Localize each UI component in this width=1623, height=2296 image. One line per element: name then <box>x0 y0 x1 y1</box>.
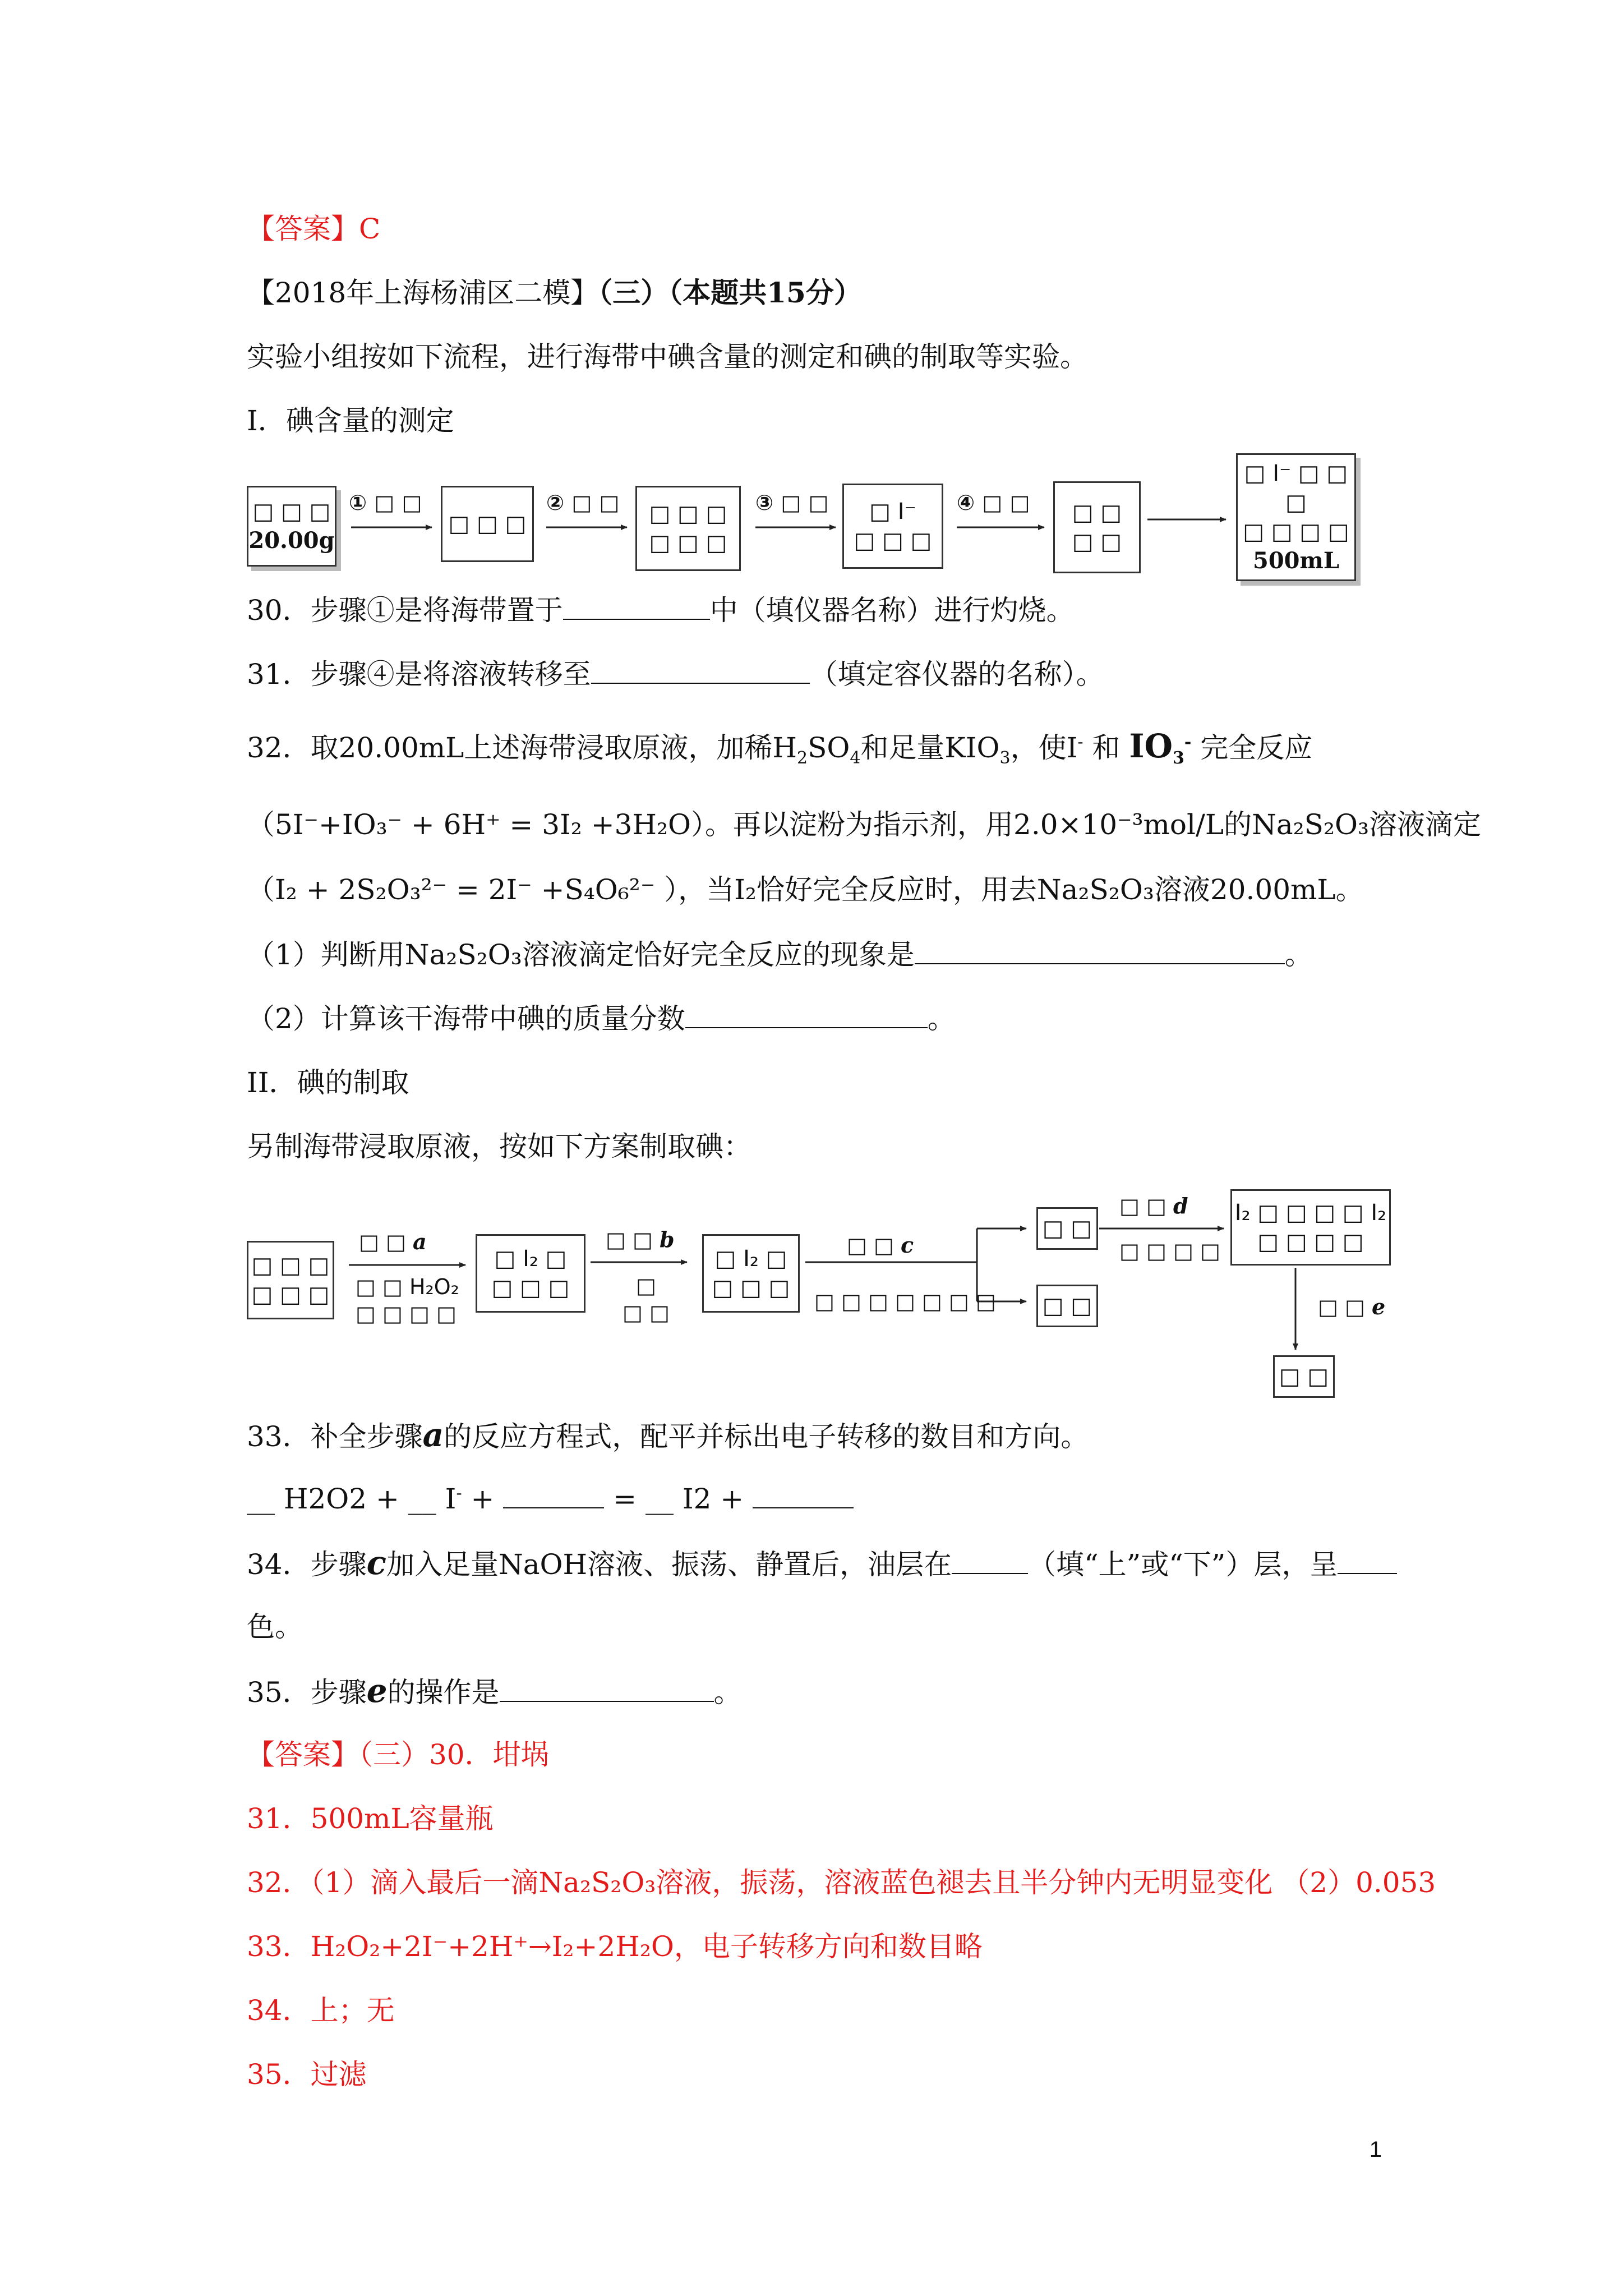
flow1-box-1-top: □ □ □ <box>252 499 331 524</box>
flow2-step-b <box>606 1226 675 1253</box>
flow2-step-a <box>359 1228 427 1255</box>
answer-31: 31．500mL容量瓶 <box>247 1802 494 1835</box>
flow2-box-5-text: □ □ <box>1042 1293 1092 1319</box>
question-33 <box>247 1418 1089 1453</box>
q34-text-a: 34．步骤 <box>247 1548 367 1581</box>
eq33-part-a: __ H2O2 + __ I <box>247 1483 457 1515</box>
flow2-step-a-reagent-2: □ □ □ □ <box>356 1301 457 1326</box>
flow2-step-e-label: □ □ <box>1318 1295 1365 1319</box>
answer-35: 35．过滤 <box>247 2058 367 2091</box>
answer-label: 【答案】 <box>247 213 359 245</box>
question-32-1 <box>247 938 1313 972</box>
q32-2-end: 。 <box>927 1002 956 1035</box>
q31-text-b: （填定容仪器的名称）。 <box>809 658 1104 691</box>
flow2-box-3-bottom: □ □ □ <box>712 1275 790 1301</box>
flow1-box-6-mid: □ □ □ □ <box>1243 519 1349 545</box>
flow2-step-d-reagent: □ □ □ □ <box>1119 1239 1220 1263</box>
equation-33: __ H2O2 + __ I- + = __ I2 + <box>247 1482 854 1516</box>
flow2-step-b-label: □ □ <box>606 1227 653 1252</box>
q32-text-f: 完全反应 <box>1191 731 1313 764</box>
flow1-box-6-bottom: 500mL <box>1253 547 1339 574</box>
q32-text-c: 和足量KIO <box>860 731 1000 764</box>
answer-32: 32．（1）滴入最后一滴Na₂S₂O₃溶液，振荡，溶液蓝色褪去且半分钟内无明显变化 （2）0.053 <box>247 1866 1436 1899</box>
flow2-box-1-bottom: □ □ □ <box>251 1282 330 1308</box>
flow2-step-b-reagent <box>623 1272 670 1326</box>
answers-label: 【答案】 <box>247 1738 359 1771</box>
flow1-box-3-bottom: □ □ □ <box>649 530 727 556</box>
q31-text-a: 31．步骤④是将溶液转移至 <box>247 658 591 691</box>
flow2-step-e <box>1318 1294 1385 1320</box>
flow2-step-c-label: □ □ <box>847 1233 894 1258</box>
flow2-step-a-reagent <box>356 1273 459 1327</box>
flow2-box-2-top: □ I₂ □ <box>494 1246 567 1272</box>
flow2-step-c <box>847 1232 914 1259</box>
flow2-step-a-var: a <box>412 1229 427 1254</box>
flow1-box-4-top: □ I⁻ <box>869 499 916 524</box>
flow2-box-6-top: I₂ □ □ □ □ I₂ <box>1234 1200 1387 1226</box>
q32-1-end: 。 <box>1284 938 1313 971</box>
q32-text-a: 32．取20.00mL上述海带浸取原液，加稀H <box>247 731 797 764</box>
flow1-box-3-top: □ □ □ <box>649 501 727 527</box>
flow1-box-1-bottom: 20.00g <box>248 527 335 554</box>
flow2-step-a-label: □ □ <box>359 1230 406 1254</box>
question-30 <box>247 593 1075 627</box>
q31-blank[interactable] <box>591 658 810 684</box>
q32-2-text: （2）计算该干海带中碘的质量分数 <box>247 1002 685 1035</box>
flow2-step-b-reagent-2: □ □ <box>623 1300 670 1325</box>
flow2-box-7 <box>1273 1355 1335 1398</box>
q35-blank[interactable] <box>500 1676 714 1702</box>
flow1-step-1: ① □ □ <box>349 490 422 515</box>
answer-30: （三）30．坩埚 <box>359 1738 549 1771</box>
q35-end: 。 <box>713 1676 742 1709</box>
equation-1: （5I⁻+IO₃⁻ + 6H⁺ = 3I₂ +3H₂O）。再以淀粉为指示剂，用2.0×10⁻³mol/L的Na₂S₂O₃溶液滴定 <box>247 808 1482 841</box>
flow1-box-4-bottom: □ □ □ <box>854 528 932 554</box>
question-34 <box>247 1546 1397 1581</box>
q30-blank[interactable] <box>563 594 710 620</box>
eq33-blank-2[interactable] <box>753 1483 854 1508</box>
flow2-step-d-label: □ □ <box>1119 1194 1166 1218</box>
answer-34: 34．上；无 <box>247 1994 395 2027</box>
answer-33: 33．H₂O₂+2I⁻+2H⁺→I₂+2H₂O，电子转移方向和数目略 <box>247 1930 983 1963</box>
section-1-title: I．碘含量的测定 <box>247 404 454 437</box>
q32-io3: IO <box>1129 727 1173 765</box>
equation-2: （I₂ + 2S₂O₃²⁻ = 2I⁻ +S₄O₆²⁻ ），当I₂恰好完全反应时，用去Na₂S₂O₃溶液20.00mL。 <box>247 873 1364 906</box>
flow2-box-5 <box>1036 1285 1098 1327</box>
q32-text-e: 和 <box>1083 731 1121 764</box>
flow2-step-a-reagent-1: □ □ H₂O₂ <box>356 1274 459 1299</box>
q34-text-b: 加入足量NaOH溶液、振荡、静置后，油层在 <box>386 1548 952 1581</box>
answers-header <box>247 1738 549 1772</box>
flow2-box-3-top: □ I₂ □ <box>714 1246 787 1272</box>
flow1-step-2: ② □ □ <box>546 490 620 515</box>
flow2-box-2 <box>476 1234 585 1313</box>
q34-blank-1[interactable] <box>952 1548 1028 1574</box>
flow2-step-e-var: e <box>1371 1294 1386 1319</box>
q30-text-a: 30．步骤①是将海带置于 <box>247 594 563 627</box>
flow2-box-3 <box>702 1234 800 1313</box>
q32-1-text: （1）判断用Na₂S₂O₃溶液滴定恰好完全反应的现象是 <box>247 938 915 971</box>
q34-text-c: （填“上”或“下”）层，呈 <box>1028 1548 1338 1581</box>
q34-blank-2[interactable] <box>1338 1548 1397 1574</box>
question-35 <box>247 1674 742 1709</box>
eq33-part-b: + <box>462 1483 504 1515</box>
flow1-box-6-top: □ I⁻ □ □ □ <box>1244 461 1348 516</box>
q33-text-b: 的反应方程式，配平并标出电子转移的数目和方向。 <box>444 1420 1089 1453</box>
flow1-box-5-top: □ □ <box>1072 500 1122 526</box>
q35-text-a: 35．步骤 <box>247 1676 367 1709</box>
page-number: 1 <box>1369 2137 1382 2162</box>
eq33-part-c: = __ I2 + <box>604 1483 753 1515</box>
problem-section: （三）（本题共15分） <box>598 276 862 309</box>
question-32-2 <box>247 1002 956 1036</box>
flow2-box-1-top: □ □ □ <box>251 1253 330 1278</box>
flow2-step-b-var: b <box>659 1227 675 1252</box>
flow1-step-4: ④ □ □ <box>957 490 1030 515</box>
question-32: 32．取20.00mL上述海带浸取原液，加稀$H_2SO_4$和足量$KIO_3$，使I- 和 $IO_3^-$ 完全反应 <box>247 727 1313 768</box>
q32-text-b: SO <box>808 731 850 764</box>
section-2-title: II．碘的制取 <box>247 1066 409 1099</box>
q32-1-blank[interactable] <box>915 938 1285 964</box>
flow1-step-3: ③ □ □ <box>755 490 829 515</box>
flow2-step-d <box>1119 1193 1188 1220</box>
flow2-box-7-text: □ □ <box>1279 1364 1329 1389</box>
q33-var: a <box>422 1416 444 1454</box>
flow2-step-d-var: d <box>1173 1193 1188 1218</box>
question-34-cont: 色。 <box>247 1611 303 1643</box>
problem-source: 【2018年上海杨浦区二模】 <box>247 277 599 309</box>
flow2-box-4-text: □ □ <box>1042 1216 1092 1241</box>
flow2-step-c-var: c <box>900 1232 914 1258</box>
q34-var: c <box>366 1544 386 1582</box>
q30-text-b: 中（填仪器名称）进行灼烧。 <box>709 594 1075 627</box>
q33-text-a: 33．补全步骤 <box>247 1420 423 1453</box>
answer-value: C <box>359 213 381 245</box>
section-2-desc: 另制海带浸取原液，按如下方案制取碘： <box>247 1130 751 1163</box>
flow2-step-c-reagent: □ □ □ □ □ □ □ <box>814 1289 996 1314</box>
q32-2-blank[interactable] <box>685 1002 928 1028</box>
intro-text: 实验小组按如下流程，进行海带中碘含量的测定和碘的制取等实验。 <box>247 341 1088 373</box>
q35-text-b: 的操作是 <box>387 1676 500 1709</box>
eq33-blank-1[interactable] <box>503 1483 604 1508</box>
flow2-box-2-bottom: □ □ □ <box>491 1275 570 1301</box>
flow2-box-6 <box>1230 1189 1391 1266</box>
q35-var: e <box>366 1672 388 1710</box>
flow1-box-2-text: □ □ □ <box>448 511 527 537</box>
flow2-box-1 <box>247 1241 334 1319</box>
flow2-box-6-bottom: □ □ □ □ <box>1257 1229 1364 1255</box>
flow2-box-4 <box>1036 1207 1098 1250</box>
q32-text-d: ，使I <box>1010 731 1078 764</box>
flow2-step-b-reagent-1: □ <box>635 1273 656 1298</box>
question-31 <box>247 657 1104 691</box>
flow1-box-5-bottom: □ □ <box>1072 529 1122 555</box>
